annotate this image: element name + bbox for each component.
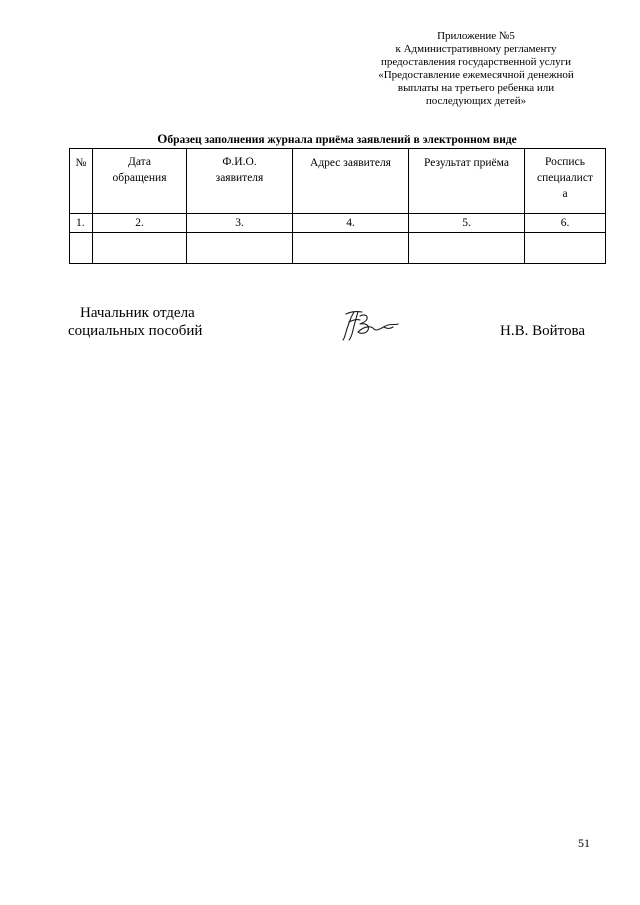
signatory-position	[68, 304, 202, 340]
appendix-line: выплаты на третьего ребенка или	[397, 82, 555, 94]
empty-entry-row	[70, 233, 606, 264]
header-text: специалист	[537, 172, 593, 184]
table-header-row	[70, 149, 606, 214]
column-number-cell: 2.	[93, 214, 187, 233]
column-number-cell: 6.	[525, 214, 606, 233]
header-text: обращения	[112, 172, 167, 184]
column-number-row	[70, 214, 606, 233]
header-text: Результат приёма	[424, 157, 509, 169]
position-line: социальных пособий	[68, 323, 203, 339]
column-number-cell: 3.	[187, 214, 293, 233]
header-text: Дата	[128, 156, 151, 168]
header-cell-number	[70, 149, 93, 214]
appendix-line: «Предоставление ежемесячной денежной	[378, 69, 574, 81]
signatory-name: Н.В. Войтова	[500, 323, 586, 339]
page-number: 51	[578, 836, 590, 850]
header-text: заявителя	[215, 172, 264, 184]
appendix-line: Приложение №5	[437, 30, 515, 42]
header-cell-date	[93, 149, 187, 214]
column-number-cell: 4.	[293, 214, 409, 233]
title-initial: О	[157, 131, 168, 146]
title-text: бразец заполнения журнала приёма заявлений в электронном виде	[167, 134, 517, 146]
empty-cell	[525, 233, 606, 264]
header-text: а	[562, 188, 568, 200]
column-number-cell: 1.	[70, 214, 93, 233]
header-text: Роспись	[545, 156, 585, 168]
header-cell-address	[293, 149, 409, 214]
document-title	[70, 131, 604, 147]
appendix-header	[350, 30, 602, 108]
header-cell-result	[409, 149, 525, 214]
header-cell-signature	[525, 149, 606, 214]
journal-table	[69, 148, 606, 264]
empty-cell	[409, 233, 525, 264]
empty-cell	[70, 233, 93, 264]
header-cell-fio	[187, 149, 293, 214]
appendix-line: к Административному регламенту	[395, 43, 557, 55]
position-line: Начальник отдела	[80, 305, 195, 321]
empty-cell	[187, 233, 293, 264]
empty-cell	[293, 233, 409, 264]
appendix-line: предоставления государственной услуги	[380, 56, 572, 68]
header-text: Ф.И.О.	[222, 156, 257, 168]
header-text: Адрес заявителя	[310, 157, 391, 169]
appendix-line: последующих детей»	[425, 95, 527, 107]
column-number-cell: 5.	[409, 214, 525, 233]
handwritten-signature	[340, 308, 400, 342]
header-text: №	[75, 157, 87, 169]
empty-cell	[93, 233, 187, 264]
